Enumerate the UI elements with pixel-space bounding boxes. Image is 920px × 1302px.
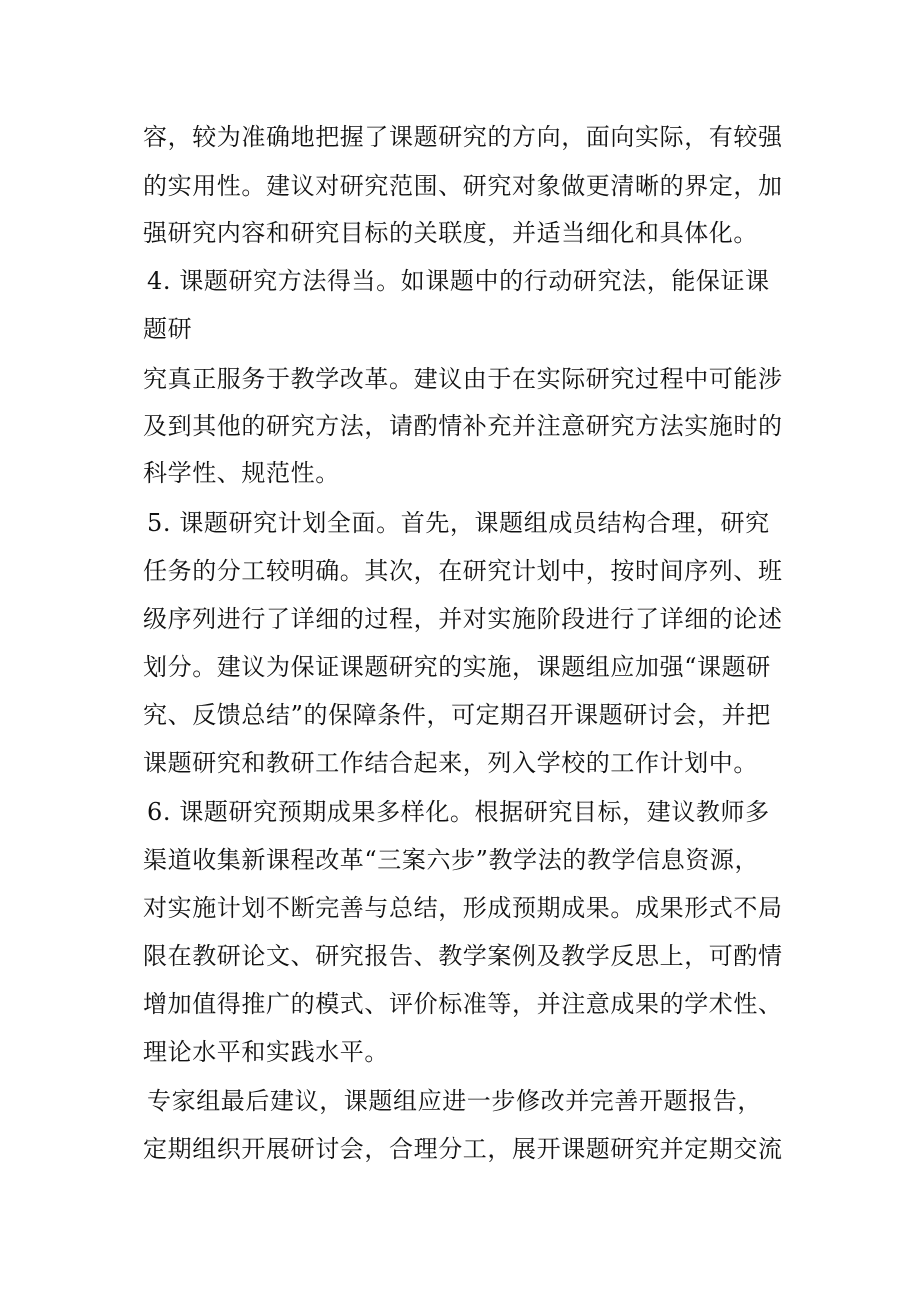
paragraph-line: 6. 课题研究预期成果多样化。根据研究目标，建议教师多 (147, 798, 770, 826)
paragraph-line: 对实施计划不断完善与总结，形成预期成果。成果形式不局 (143, 894, 783, 922)
paragraph-line: 容，较为准确地把握了课题研究的方向，面向实际，有较强 (143, 123, 783, 151)
paragraph-line: 5. 课题研究计划全面。首先，课题组成员结构合理，研究 (147, 509, 770, 537)
paragraph-line: 课题研究和教研工作结合起来，列入学校的工作计划中。 (143, 749, 758, 777)
paragraph-line: 科学性、规范性。 (143, 459, 340, 487)
paragraph-line: 4. 课题研究方法得当。如课题中的行动研究法，能保证课 (147, 267, 770, 295)
paragraph-line: 级序列进行了详细的过程，并对实施阶段进行了详细的论述 (143, 605, 783, 633)
paragraph-line: 定期组织开展研讨会，合理分工，展开课题研究并定期交流 (143, 1135, 783, 1163)
paragraph-line: 的实用性。建议对研究范围、研究对象做更清晰的界定，加 (143, 172, 783, 200)
paragraph-line: 专家组最后建议，课题组应进一步修改并完善开题报告， (147, 1087, 762, 1115)
paragraph-line: 限在教研论文、研究报告、教学案例及教学反思上，可酌情 (143, 942, 783, 970)
paragraph-line: 理论水平和实践水平。 (143, 1038, 389, 1066)
paragraph-line: 强研究内容和研究目标的关联度，并适当细化和具体化。 (143, 219, 758, 247)
paragraph-line: 究、反馈总结”的保障条件，可定期召开课题研讨会，并把 (143, 701, 771, 729)
paragraph-line: 究真正服务于教学改革。建议由于在实际研究过程中可能涉 (143, 365, 783, 393)
paragraph-line: 划分。建议为保证课题研究的实施，课题组应加强“课题研 (143, 653, 771, 681)
paragraph-line: 增加值得推广的模式、评价标准等，并注意成果的学术性、 (143, 990, 783, 1018)
paragraph-line: 渠道收集新课程改革“三案六步”教学法的教学信息资源， (143, 846, 760, 874)
paragraph-line: 任务的分工较明确。其次，在研究计划中，按时间序列、班 (143, 557, 783, 585)
paragraph-line: 题研 (143, 315, 193, 343)
paragraph-line: 及到其他的研究方法，请酌情补充并注意研究方法实施时的 (143, 412, 783, 440)
